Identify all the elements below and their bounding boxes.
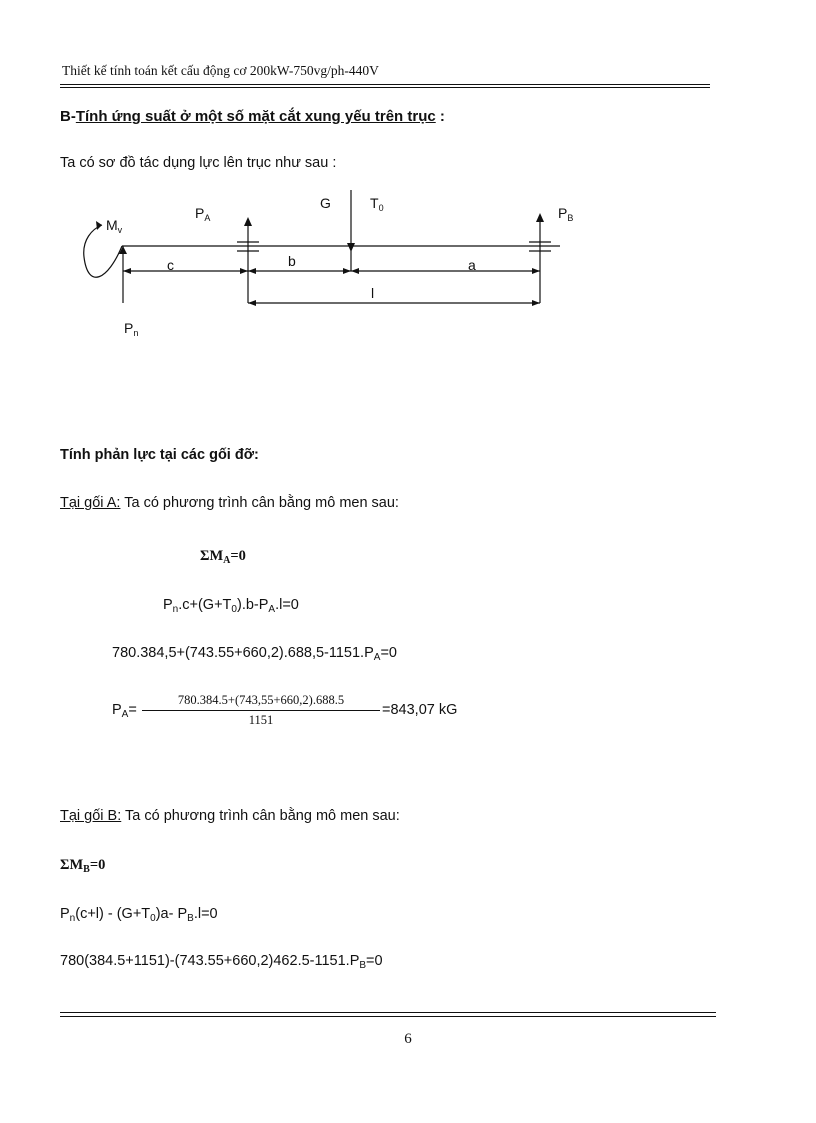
intro-text: Ta có sơ đồ tác dụng lực lên trục như sau : (60, 155, 337, 171)
reactions-heading: Tính phản lực tại các gối đỡ: (60, 447, 259, 463)
support-b-text: Ta có phương trình cân bằng mô men sau: (121, 808, 400, 824)
header-rule-top (60, 84, 710, 85)
support-a-label: $P_A$ (195, 205, 211, 223)
support-b-title: Tại gối B: (60, 808, 122, 824)
support-a-text: Ta có phương trình cân bằng mô men sau: (120, 495, 399, 511)
section-heading (60, 108, 445, 125)
force-diagram (70, 185, 610, 350)
support-b-label: $P_B$ (558, 205, 574, 223)
support-a-title: Tại gối A: (60, 495, 121, 511)
moment-label: $M_v$ (106, 217, 123, 235)
support-a-result-lhs: $P_A=$ (112, 702, 137, 720)
support-b-arrowhead (536, 213, 544, 222)
load-pn-label: $P_n$ (124, 320, 139, 338)
torque-label: $T_0$ (370, 195, 384, 213)
section-suffix: : (435, 108, 445, 125)
force-diagram-svg (70, 185, 610, 350)
support-a-arrowhead (244, 217, 252, 226)
page-number: 6 (404, 1031, 412, 1047)
weight-label: G (320, 195, 331, 211)
moment-arrowhead (96, 221, 102, 230)
support-b-intro (60, 808, 400, 824)
support-a-equation-1: $P_n.c+(G+T_0).b-P_A.l=0$ (163, 597, 299, 615)
footer-rule-top (60, 1012, 716, 1013)
support-a-result-value: =843,07 kG (382, 702, 458, 718)
weight-arrowhead (347, 243, 355, 252)
support-b-equation-1: $P_n(c+l) - (G+T_0)a-$ $P_B.l=0$ (60, 906, 218, 924)
dimension-a-label: a (468, 257, 476, 273)
footer-rule-bottom (60, 1016, 716, 1017)
support-a-sum-equation: $\Sigma M_A=0$ (200, 548, 246, 566)
support-a-intro (60, 495, 399, 511)
dimension-c-label: c (167, 257, 174, 273)
fraction-numerator: 780.384.5+(743,55+660,2).688.5 (142, 693, 380, 711)
support-a-equation-2: $780.384,5+(743.55+660,2).688,5-1151.P_A=0$ (112, 645, 397, 663)
dimension-l-label: l (371, 285, 375, 301)
support-a-result-fraction (142, 693, 380, 728)
support-b-sum-equation: $\Sigma M_B=0$ (60, 857, 106, 875)
dimension-b-label: b (288, 253, 296, 269)
section-prefix: B- (60, 108, 76, 125)
fraction-denominator: 1151 (248, 713, 274, 727)
section-title: Tính ứng suất ở một số mặt cắt xung yếu trên trục (75, 108, 436, 125)
page-header-title: Thiết kế tính toán kết cấu động cơ 200kW-750vg/ph-440V (62, 63, 379, 78)
support-b-equation-2: $780(384.5+1151)-(743.55+660,2)462.5-1151.P_B=0$ (60, 953, 383, 971)
header-rule-bottom (60, 87, 710, 88)
